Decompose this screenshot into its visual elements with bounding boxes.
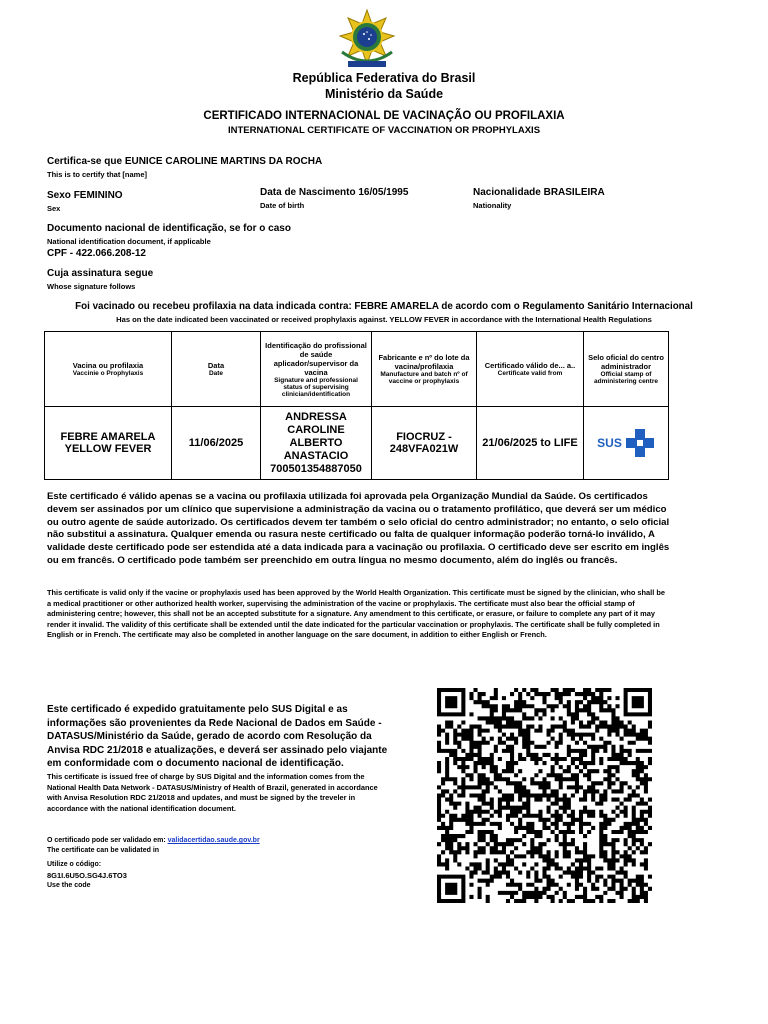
table-row [45,407,669,480]
signature-en: Whose signature follows [47,282,136,291]
dob-line [260,187,408,198]
code-label: Utilize o código: [47,861,102,868]
cell-date: 11/06/2025 [172,407,261,480]
validate-label: O certificado pode ser validado em: [47,837,166,844]
vaccination-statement-pt: Foi vacinado ou recebeu profilaxia na data indicada contra: FEBRE AMARELA de acordo com o Regulamento Sanitário Internacional [75,301,693,312]
sex-label: Sexo [47,190,71,201]
dob-en: Date of birth [260,201,305,210]
validate-line [47,837,260,844]
dob-value: 16/05/1995 [358,187,409,198]
vaccination-table [44,331,669,480]
holder-name: EUNICE CAROLINE MARTINS DA ROCHA [124,156,323,167]
nationality-value: BRASILEIRA [543,187,605,198]
code-value: 8G1I.6U5O.SG4J.6TO3 [47,871,127,880]
cell-manufacturer: FIOCRUZ - 248VFA021W [372,407,477,480]
qr-code-icon [437,688,652,903]
id-label: Documento nacional de identificação, se for o caso [47,223,291,234]
validity-note-pt: Este certificado é válido apenas se a vacina ou profilaxia utilizada foi aprovada pela Organização Mundial da Saúde. Os certificados devem ser assinados por um clínico que supervisione a administração da vacina ou o tratamento profilático, que deverá ser um médico ou outro agente de saúde autorizado. Os certificados devem ter também o selo oficial do centro administrador; no entanto, o selo oficial não substitui a assinatura. Qualquer emenda ou rasura neste certificado ou falta de qualquer informação poderão torná-lo inválido, A validade deste certificado pode ser estendida até a data indicada para a vacinação ou profilaxia. O certificado deve ser escrito em inglês ou em francês. O certificado pode também ser preenchido em outra língua no mesmo documento, além do inglês ou francês. [47,491,670,566]
validate-en: The certificate can be validated in [47,847,160,854]
table-header-row [45,332,669,407]
sus-logo-text: SUS [597,436,622,450]
header-date: Data Date [172,332,261,407]
sex-value: FEMININO [73,190,123,201]
id-value: CPF - 422.066.208-12 [47,248,146,259]
validate-link[interactable]: validacertidao.saude.gov.br [167,837,260,844]
validity-note-en: This certificate is valid only if the vacine or prophylaxis used has been approved by the World Health Organization. This certificate must be signed by the clinician, who shall be a medical practitioner or other authorized health worker, supervising the administration of the vacine or prophylaxis. The certificate must also bear the official stamp of administering centre; however, this shall not be an accepted substitute for a signature. Any amendment to this certificate, or erasure, or failure to complete any part of it may render it invalid. The validity of this certificate shall be extended until the date indicated for the particular vaccination or prophylaxis. The certificate shall be fully completed in English or in French. The certificate may also be completed in another language on the sare document, in addition to either English or French. [47,588,665,640]
cell-validity: 21/06/2025 to LIFE [477,407,584,480]
sus-logo [597,428,655,458]
issued-note-pt: Este certificado é expedido gratuitamente pelo SUS Digital e as informações são provenientes da Rede Nacional de Dados em Saúde - DATASUS/Ministério da Saúde, gerado de acordo com Resolução da Anvisa RDC 21/2018 e atualizações, e deverá ser assinado pelo viajante em conformidade com o documento nacional de identificação. [47,704,388,769]
sex-line [47,190,123,201]
nationality-label: Nacionalidade [473,187,541,198]
header-professional: Identificação do profissional de saúde aplicador/supervisor da vacina Signature and professional status of supervising clinician/identification [261,332,372,407]
certificate-title-pt: CERTIFICADO INTERNACIONAL DE VACINAÇÃO OU PROFILAXIA [203,110,565,122]
cell-vaccine: FEBRE AMARELA YELLOW FEVER [45,407,172,480]
ministry-title: Ministério da Saúde [324,87,444,101]
certify-en: This is to certify that [name] [47,170,148,179]
brazil-coat-of-arms-icon [334,8,400,72]
certificate-title-en: INTERNATIONAL CERTIFICATE OF VACCINATION OR PROPHYLAXIS [227,125,541,136]
code-en: Use the code [47,882,91,889]
sus-cross-icon [625,428,655,458]
signature-label: Cuja assinatura segue [47,268,154,279]
header-stamp: Selo oficial do centro administrador Official stamp of administering centre [584,332,669,407]
cell-professional: ANDRESSA CAROLINE ALBERTO ANASTACIO 700501354887050 [261,407,372,480]
issued-note-en: This certificate is issued free of charge by SUS Digital and the information comes from the National Health Data Network - DATASUS/Ministry of Health of Brazil, generated in accordance with Anvisa Resolution RDC 21/2018 and updates, and must be signed by the treveler in accordance with the national identification document. [47,772,378,813]
header-validity: Certificado válido de... a.. Certificate valid from [477,332,584,407]
dob-label: Data de Nascimento [260,187,356,198]
holder-name-line [47,156,322,167]
vaccination-statement-en: Has on the date indicated been vaccinated or received prophylaxis against. YELLOW FEVER in accordance with the International Health Regulations [116,315,652,324]
republic-title: República Federativa do Brasil [292,71,476,85]
nationality-en: Nationality [473,201,512,210]
cell-stamp [584,407,669,480]
header-manufacturer: Fabricante e nº do lote da vacina/profilaxia Manufacture and batch nº of vaccine or prophylaxis [372,332,477,407]
certify-label: Certifica-se que [47,156,123,167]
sex-en: Sex [47,204,61,213]
header-vaccine: Vacina ou profilaxia Vaccinie o Prophylaxis [45,332,172,407]
nationality-line [473,187,605,198]
id-en: National identification document, if applicable [47,237,211,246]
